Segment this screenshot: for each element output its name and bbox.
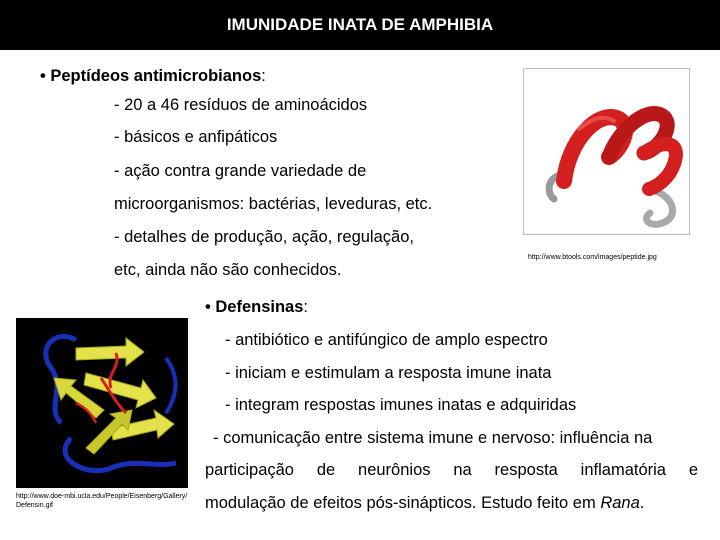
defensin-image-caption: http://www.doe-mbi.ucla.edu/People/Eisenberg/Gallery/Defensin.gif <box>16 493 188 509</box>
defensins-item: - integram respostas imunes inatas e adquiridas <box>225 396 577 414</box>
bullet: • <box>40 67 46 85</box>
peptides-item: microorganismos: bactérias, leveduras, etc. <box>114 195 433 213</box>
defensins-item: - antibiótico e antifúngico de amplo espectro <box>225 331 548 349</box>
defensins-item <box>205 494 644 513</box>
defensins-heading-text: Defensinas <box>215 298 304 316</box>
peptides-item: - básicos e anfipáticos <box>114 128 278 146</box>
heading-colon: : <box>303 298 309 316</box>
peptides-item: - ação contra grande variedade de <box>114 162 367 180</box>
defensins-item: - comunicação entre sistema imune e nervoso: influência na <box>213 429 653 447</box>
heading-colon: : <box>261 67 266 85</box>
defensins-item: participação de neurônios na resposta inflamatória e <box>205 461 698 479</box>
peptides-heading-text: Peptídeos antimicrobianos <box>50 67 262 85</box>
defensins-heading <box>205 298 308 317</box>
peptides-item: - detalhes de produção, ação, regulação, <box>114 228 414 246</box>
slide-title-bar <box>0 0 720 50</box>
period: . <box>639 494 645 512</box>
species-name: Rana <box>600 494 640 512</box>
peptides-item: - 20 a 46 resíduos de aminoácidos <box>114 96 368 114</box>
defensins-item-text: modulação de efeitos pós-sinápticos. Estudo feito em <box>205 494 596 512</box>
bullet: • <box>205 298 211 316</box>
peptide-helix-image <box>523 68 690 235</box>
peptide-image-caption: http://www.btools.com/images/peptide.jpg <box>528 254 657 261</box>
defensin-structure-image <box>16 318 188 488</box>
slide-title: IMUNIDADE INATA DE AMPHIBIA <box>226 15 494 34</box>
defensins-item: - iniciam e estimulam a resposta imune inata <box>225 364 552 382</box>
peptides-heading <box>40 67 266 86</box>
peptides-item: etc, ainda não são conhecidos. <box>114 261 342 279</box>
